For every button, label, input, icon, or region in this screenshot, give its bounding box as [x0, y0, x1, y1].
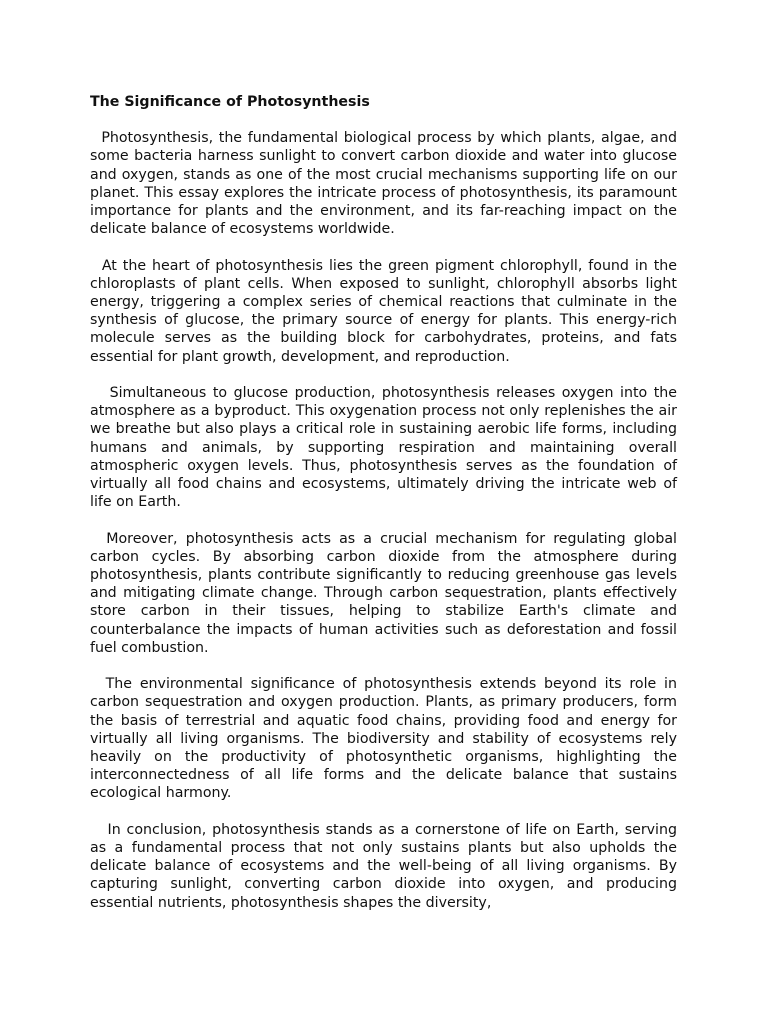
paragraph-environment: The environmental significance of photosynthesis extends beyond its role in carbon sequestration and oxygen production. Plants, as primary producers, form the basis of terrestrial and aquatic food chains, providing food and energy for virtually all living organisms. The biodiversity and stability of ecosystems rely heavily on the productivity of photosynthetic organisms, highlighting the interconnectedness of all life forms and the delicate balance that sustains ecological harmony. — [90, 676, 682, 802]
paragraph-chlorophyll: At the heart of photosynthesis lies the green pigment chlorophyll, found in the chloroplasts of plant cells. When exposed to sunlight, chlorophyll absorbs light energy, triggering a complex series of chemical reactions that culminate in the synthesis of glucose, the primary source of energy for plants. This energy-rich molecule serves as the building block for carbohydrates, proteins, and fats essential for plant growth, development, and reproduction. — [90, 257, 682, 365]
paragraph-oxygen: Simultaneous to glucose production, photosynthesis releases oxygen into the atmosphere as a byproduct. This oxygenation process not only replenishes the air we breathe but also plays a critical role in sustaining aerobic life forms, including humans and animals, by supporting respiration and maintaining overall atmospheric oxygen levels. Thus, photosynthesis serves as the foundation of virtually all food chains and ecosystems, ultimately driving the intricate web of life on Earth. — [90, 385, 682, 511]
paragraph-conclusion: In conclusion, photosynthesis stands as a cornerstone of life on Earth, serving as a fundamental process that not only sustains plants but also upholds the delicate balance of ecosystems and the well-being of all living organisms. By capturing sunlight, converting carbon dioxide into oxygen, and producing essential nutrients, photosynthesis shapes the diversity, — [90, 821, 682, 911]
paragraph-carbon-cycle: Moreover, photosynthesis acts as a crucial mechanism for regulating global carbon cycles. By absorbing carbon dioxide from the atmosphere during photosynthesis, plants contribute significantly to reducing greenhouse gas levels and mitigating climate change. Through carbon sequestration, plants effectively store carbon in their tissues, helping to stabilize Earth's climate and counterbalance the impacts of human activities such as deforestation and fossil fuel combustion. — [90, 530, 682, 656]
paragraph-introduction: Photosynthesis, the fundamental biological process by which plants, algae, and some bacteria harness sunlight to convert carbon dioxide and water into glucose and oxygen, stands as one of the most crucial mechanisms supporting life on our planet. This essay explores the intricate process of photosynthesis, its paramount importance for plants and the environment, and its far-reaching impact on the delicate balance of ecosystems worldwide. — [90, 130, 682, 238]
document-body — [90, 93, 682, 930]
document-title: The Significance of Photosynthesis — [90, 94, 370, 110]
